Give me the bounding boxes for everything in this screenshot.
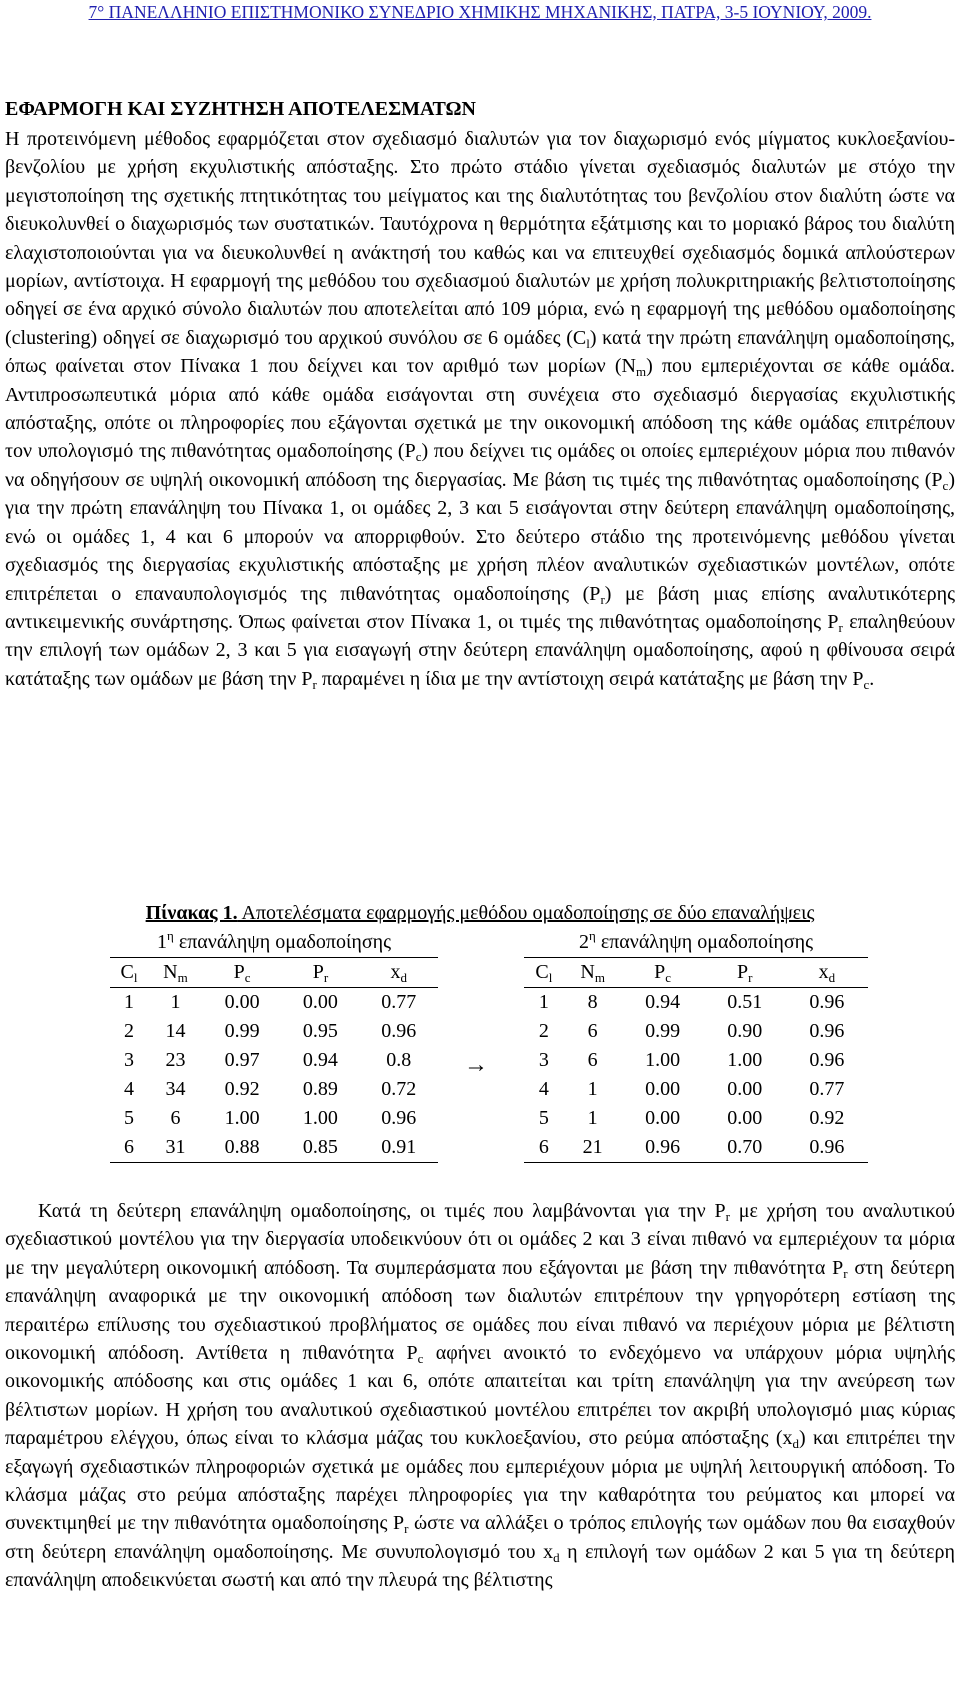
- cell-cluster: 3: [123, 1049, 134, 1071]
- iteration1-row: [110, 1104, 438, 1133]
- cell-xd: 0.92: [809, 1107, 845, 1129]
- cell-molecules: 1: [587, 1107, 598, 1129]
- cell-cluster: 5: [123, 1107, 134, 1129]
- cell-cluster: 6: [524, 1133, 564, 1163]
- iteration2-row: [524, 988, 868, 1018]
- cell-molecules: 23: [165, 1049, 186, 1071]
- cell-molecules: 1: [587, 1078, 598, 1100]
- subscript: r: [843, 1265, 848, 1281]
- cell-xd: 0.77: [381, 991, 417, 1013]
- cell-pr: 0.70: [704, 1133, 786, 1163]
- cell-molecules: 1: [170, 991, 181, 1013]
- cell-xd: 0.96: [381, 1020, 417, 1042]
- subscript: r: [312, 676, 317, 692]
- cell-cluster: 3: [538, 1049, 549, 1071]
- iteration2-row: [524, 1075, 868, 1104]
- section-heading: ΕΦΑΡΜΟΓΗ ΚΑΙ ΣΥΖΗΤΗΣΗ ΑΠΟΤΕΛΕΣΜΑΤΩΝ: [5, 98, 476, 120]
- cell-pr: 0.95: [302, 1020, 338, 1042]
- cell-xd: 0.72: [381, 1078, 417, 1100]
- iteration1-row: [110, 1017, 438, 1046]
- results-paragraph: Η προτεινόμενη μέθοδος εφαρμόζεται στον σχεδιασμό διαλυτών για τον διαχωρισμό ενός μίγματος κυκλοεξανίου-βενζολίου με χρήση εκχυλιστικής απόσταξης. Στο πρώτο στάδιο γίνεται σχεδιασμός διαλυτών με στόχο την μεγιστοποίηση της σχετικής πτητικότητας του μείγματος και της διαλυτότητας του βενζολίου στον διαλύτη ώστε να διευκολυνθεί ο διαχωρισμός των συστατικών. Ταυτόχρονα η θερμότητα εξάτμισης και το μοριακό βάρος του διαλύτη ελαχιστοποιούνται για να διευκολυνθεί η ανάκτησή του καθώς και να επιτευχθεί σχεδιασμός δομικά απλούστερων μορίων, αντίστοιχα. Η εφαρμογή της μεθόδου του σχεδιασμού διαλυτών με χρήση πολυκριτηριακής βελτιστοποίησης οδηγεί σε ένα αρχικό σύνολο διαλυτών που αποτελείται από 109 μόρια, ενώ η εφαρμογή της μεθόδου ομαδοποίησης (clustering) οδηγεί σε διαχωρισμό του αρχικού συνόλου σε 6 ομάδες $(C_l)$ κατά την πρώτη επανάληψη ομαδοποίησης, όπως φαίνεται στον Πίνακα 1 που δείχνει και τον αριθμό των μορίων $(N_m)$ που εμπεριέχονται σε κάθε ομάδα. Αντιπροσωπευτικά μόρια από κάθε ομάδα εισάγονται στη συνέχεια στο σχεδιασμό διεργασίας εκχυλιστικής απόσταξης, οπότε οι πληροφορίες που εξάγονται σχετικά με την οικονομική απόδοση της κάθε ομάδας επιτρέπουν τον υπολογισμό της πιθανότητας ομαδοποίησης $(P_c)$ που δείχνει τις ομάδες οι οποίες εμπεριέχουν μόρια που πιθανόν να οδηγήσουν σε υψηλή οικονομική απόδοση της διεργασίας. Με βάση τις τιμές της πιθανότητας ομαδοποίησης $(P_c)$ για την πρώτη επανάληψη του Πίνακα 1, οι ομάδες 2, 3 και 5 εισάγονται στην δεύτερη επανάληψη ομαδοποίησης, ενώ οι ομάδες 1, 4 και 6 μπορούν να απορριφθούν. Στο δεύτερο στάδιο της προτεινόμενης μεθόδου γίνεται σχεδιασμός της διεργασίας εκχυλιστικής απόσταξης με χρήση πλέον αναλυτικών σχεδιαστικών μοντέλων, οπότε επιτρέπεται ο επαναυπολογισμός της πιθανότητας ομαδοποίησης $(P_r)$ με βάση μιας επίσης αναλυτικότερης αντικειμενικής συνάρτησης. Όπως φαίνεται στον Πίνακα 1, οι τιμές της πιθανότητας ομαδοποίησης $P_r$ επαληθεύουν την επιλογή των ομάδων 2, 3 και 5 για εισαγωγή στην δεύτερη επανάληψη ομαδοποίησης, αφού η φθίνουσα σειρά κατάταξης των ομάδων με βάση την $P_r$ παραμένει η ίδια με την αντίστοιχη σειρά κατάταξης με βάση την $P_c$.: [5, 128, 956, 692]
- subscript: r: [404, 1521, 409, 1537]
- cell-pc: 0.00: [645, 1078, 681, 1100]
- cell-xd: 0.91: [360, 1133, 438, 1163]
- cell-pr: 0.85: [281, 1133, 359, 1163]
- cell-pr: 1.00: [727, 1049, 763, 1071]
- iteration1-row: [110, 1133, 438, 1163]
- iteration2-row: [524, 1104, 868, 1133]
- cell-pc: 0.97: [224, 1049, 260, 1071]
- cell-pr: 1.00: [302, 1107, 338, 1129]
- table-caption-label: Πίνακας 1.: [145, 902, 238, 924]
- subscript: d: [553, 1549, 560, 1565]
- col-cluster: $C_l$: [110, 958, 148, 988]
- iteration2-row: [524, 1046, 868, 1075]
- subscript: c: [863, 676, 870, 692]
- cell-pc: 0.99: [224, 1020, 260, 1042]
- iteration1-row: [110, 1075, 438, 1104]
- cell-pr: 0.00: [302, 991, 338, 1013]
- col-molecules: $N_m$: [564, 958, 622, 988]
- cell-molecules: 14: [165, 1020, 186, 1042]
- iteration2-row: [524, 1017, 868, 1046]
- iteration1-row: [110, 1046, 438, 1075]
- cell-pr: 0.51: [727, 991, 763, 1013]
- cell-molecules: 6: [587, 1020, 598, 1042]
- subscript: d: [792, 1436, 800, 1452]
- cell-cluster: 2: [123, 1020, 134, 1042]
- subscript: l: [586, 335, 590, 351]
- iteration1-heading: $1^\eta$ επανάληψη ομαδοποίησης: [110, 928, 438, 958]
- cell-xd: 0.96: [809, 991, 845, 1013]
- cell-xd: 0.96: [809, 1020, 845, 1042]
- discussion-paragraph: Κατά τη δεύτερη επανάληψη ομαδοποίησης, οι τιμές που λαμβάνονται για την $P_r$ με χρήση του αναλυτικού σχεδιαστικού μοντέλου για την διεργασία υποδεικνύουν ότι οι ομάδες 2 και 3 είναι πιθανό να εμπεριέχουν τα μόρια με την μεγαλύτερη οικονομική απόδοση. Τα συμπεράσματα που εξάγονται με βάση την πιθανότητα $P_r$ στη δεύτερη επανάληψη αναφορικά με την οικονομική απόδοση των διαλυτών επιτρέπουν την γρηγορότερη εστίαση της περαιτέρω επίλυσης του σχεδιαστικού προβλήματος σε ομάδες που είναι πιθανό να περιέχουν μόρια με βέλτιστη οικονομική απόδοση. Αντίθετα η πιθανότητα $P_c$ αφήνει ανοικτό το ενδεχόμενο να υπάρχουν μόρια υψηλής οικονομικής απόδοσης και στις ομάδες 1 και 6, οπότε απαιτείται και τρίτη επανάληψη για την ανεύρεση των βέλτιστων μορίων. Η χρήση του αναλυτικού σχεδιαστικού μοντέλου επιτρέπει τον ακριβή υπολογισμό μιας κύριας παραμέτρου ελέγχου, όπως είναι το κλάσμα μάζας του κυκλοεξανίου, στο ρεύμα απόσταξης $(x_d)$ και επιτρέπει την εξαγωγή σχεδιαστικών πληροφοριών σχετικά με ομάδες που εμπεριέχουν μόρια με υψηλή λειτουργική απόδοση. Το κλάσμα μάζας στο ρεύμα απόσταξης παρέχει πληροφορίες για την καθαρότητα του ρεύματος και μπορεί να συνεκτιμηθεί με την πιθανότητα ομαδοποίησης $P_r$ ώστε να αλλάξει ο τρόπος επιλογής των ομάδων που θα εισαχθούν στη δεύτερη επανάληψη ομαδοποίησης. Με συνυπολογισμό του $x_d$ η επιλογή των ομάδων 2 και 5 για τη δεύτερη επανάληψη αποδεικνύεται σωστή και από την πλευρά της βέλτιστης: [5, 1200, 956, 1592]
- cell-xd: 0.77: [809, 1078, 845, 1100]
- cell-pc: 0.99: [645, 1020, 681, 1042]
- subscript: c: [415, 449, 422, 465]
- cell-pr: 0.94: [302, 1049, 338, 1071]
- iteration1-row: [110, 988, 438, 1018]
- col-cluster: $C_l$: [524, 958, 564, 988]
- subscript: r: [600, 591, 605, 607]
- cell-cluster: 2: [538, 1020, 549, 1042]
- col-molecules: $N_m$: [148, 958, 203, 988]
- cell-pc: 0.92: [224, 1078, 260, 1100]
- table-caption: [0, 902, 960, 925]
- subscript: c: [942, 477, 949, 493]
- cell-molecules: 6: [587, 1049, 598, 1071]
- cell-xd: 0.96: [381, 1107, 417, 1129]
- col-pc: $P_c$: [203, 958, 281, 988]
- cell-cluster: 4: [123, 1078, 134, 1100]
- iteration2-table: [524, 928, 868, 1163]
- cell-pc: 0.96: [622, 1133, 704, 1163]
- cell-pc: 1.00: [645, 1049, 681, 1071]
- cell-pr: 0.00: [727, 1107, 763, 1129]
- subscript: m: [636, 364, 647, 380]
- cell-cluster: 1: [538, 991, 549, 1013]
- cell-cluster: 5: [538, 1107, 549, 1129]
- cell-xd: 0.96: [786, 1133, 868, 1163]
- subscript: r: [725, 1209, 730, 1224]
- cell-pc: 0.00: [224, 991, 260, 1013]
- iteration1-table: [110, 928, 438, 1163]
- cell-cluster: 1: [123, 991, 134, 1013]
- table-caption-text: Αποτελέσματα εφαρμογής μεθόδου ομαδοποίησης σε δύο επαναλήψεις: [237, 902, 815, 924]
- cell-molecules: 6: [170, 1107, 181, 1129]
- subscript: c: [417, 1351, 424, 1367]
- right-arrow-icon: →: [464, 1052, 488, 1078]
- cell-pr: 0.00: [727, 1078, 763, 1100]
- col-pr: $P_r$: [704, 958, 786, 988]
- cell-molecules: 8: [587, 991, 598, 1013]
- iteration2-row: [524, 1133, 868, 1163]
- cell-molecules: 34: [165, 1078, 186, 1100]
- cell-cluster: 4: [538, 1078, 549, 1100]
- cell-molecules: 21: [564, 1133, 622, 1163]
- col-xd: $x_d$: [786, 958, 868, 988]
- cell-xd: 0.8: [386, 1049, 412, 1071]
- cell-cluster: 6: [110, 1133, 148, 1163]
- cell-pc: 0.88: [203, 1133, 281, 1163]
- cell-pr: 0.90: [727, 1020, 763, 1042]
- cell-xd: 0.96: [809, 1049, 845, 1071]
- cell-pc: 1.00: [224, 1107, 260, 1129]
- iteration2-heading: $2^\eta$ επανάληψη ομαδοποίησης: [524, 928, 868, 958]
- cell-pr: 0.89: [302, 1078, 338, 1100]
- col-pr: $P_r$: [281, 958, 359, 988]
- conference-header[interactable]: 7° ΠΑΝΕΛΛΗΝΙΟ ΕΠΙΣΤΗΜΟΝΙΚΟ ΣΥΝΕΔΡΙΟ ΧΗΜΙΚΗΣ ΜΗΧΑΝΙΚΗΣ, ΠΑΤΡΑ, 3-5 ΙΟΥΝΙΟΥ, 2009.: [88, 2, 872, 22]
- subscript: r: [838, 619, 843, 635]
- cell-pc: 0.94: [645, 991, 681, 1013]
- col-pc: $P_c$: [622, 958, 704, 988]
- col-xd: $x_d$: [360, 958, 438, 988]
- cell-molecules: 31: [148, 1133, 203, 1163]
- cell-pc: 0.00: [645, 1107, 681, 1129]
